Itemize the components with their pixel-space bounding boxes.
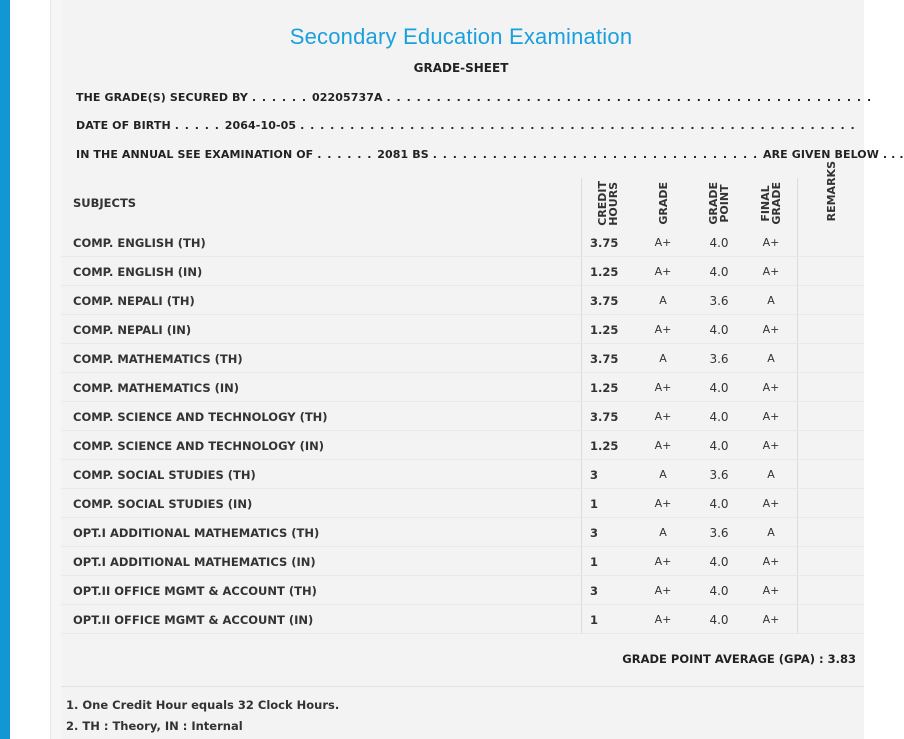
subject-cell: COMP. SOCIAL STUDIES (IN) (73, 496, 253, 511)
grade-point-cell: 4.0 (709, 322, 729, 337)
grade-cell: A (659, 468, 667, 481)
grade-sheet (50, 0, 904, 739)
final-grade-cell: A (767, 294, 775, 307)
grade-point-line1: GRADE (707, 181, 720, 225)
credit-hours-header (581, 178, 634, 228)
subject-cell: OPT.I ADDITIONAL MATHEMATICS (IN) (73, 554, 316, 569)
grade-cell: A+ (654, 323, 672, 336)
secured-by-label: THE GRADE(S) SECURED BY (76, 91, 248, 104)
grade-cell: A+ (654, 497, 672, 510)
gpa-line (622, 652, 856, 666)
subject-cell: OPT.I ADDITIONAL MATHEMATICS (TH) (73, 525, 320, 540)
grades-table (61, 160, 864, 634)
dob-label: DATE OF BIRTH (76, 119, 171, 132)
remarks-cell (797, 605, 864, 634)
grade-point-cell: 3.6 (709, 525, 729, 540)
credit-hours-cell: 1.25 (581, 257, 633, 286)
subject-cell: COMP. NEPALI (IN) (73, 322, 192, 337)
grade-header: GRADE (656, 181, 670, 225)
credit-hours-cell: 3 (581, 460, 633, 489)
grade-point-cell: 4.0 (709, 380, 729, 395)
subject-cell: COMP. NEPALI (TH) (73, 293, 195, 308)
table-row (61, 605, 864, 634)
remarks-cell (797, 373, 864, 402)
credit-hours-cell: 1 (581, 547, 633, 576)
table-row (61, 518, 864, 547)
subject-cell: COMP. SCIENCE AND TECHNOLOGY (IN) (73, 438, 324, 453)
remarks-cell (797, 344, 864, 373)
credit-hours-cell: 1.25 (581, 315, 633, 344)
divider (61, 686, 864, 687)
dots: . . . . . . (317, 148, 378, 161)
remarks-cell (797, 460, 864, 489)
credit-hours-cell: 1 (581, 605, 633, 634)
credit-hours-cell: 1 (581, 489, 633, 518)
table-row (61, 257, 864, 286)
dob-line (76, 119, 856, 132)
credit-hours-cell: 3.75 (581, 402, 633, 431)
remarks-cell (797, 576, 864, 605)
final-grade-cell: A+ (762, 236, 780, 249)
sheet-title: GRADE-SHEET (413, 61, 509, 75)
remarks-header: REMARKS (797, 178, 865, 228)
final-grade-cell: A+ (762, 555, 780, 568)
secured-by-line (76, 91, 872, 104)
remarks-cell (797, 286, 864, 315)
dots: . . . . . . (251, 91, 312, 104)
final-grade-cell: A+ (762, 381, 780, 394)
grade-cell: A (659, 526, 667, 539)
remarks-cell (797, 315, 864, 344)
exam-line (76, 148, 904, 161)
grade-point-header (693, 178, 745, 228)
credit-header-line1: CREDIT (596, 180, 609, 226)
grade-point-cell: 4.0 (709, 409, 729, 424)
exam-label: IN THE ANNUAL SEE EXAMINATION OF (76, 148, 314, 161)
left-accent-bar (0, 0, 10, 739)
final-grade-cell: A+ (762, 323, 780, 336)
table-row (61, 402, 864, 431)
final-grade-cell: A+ (762, 410, 780, 423)
grade-point-cell: 4.0 (709, 264, 729, 279)
note-credit-hour: 1. One Credit Hour equals 32 Clock Hours. (66, 698, 340, 712)
exam-title: Secondary Education Examination (289, 24, 633, 49)
remarks-cell (797, 431, 864, 460)
grade-cell: A+ (654, 439, 672, 452)
grade-point-cell: 4.0 (709, 612, 729, 627)
credit-hours-cell: 1.25 (581, 373, 633, 402)
given-below-text: ARE GIVEN BELOW . . . (762, 148, 904, 161)
remarks-cell (797, 402, 864, 431)
grade-sheet-inner (61, 0, 904, 739)
final-grade-header (745, 178, 797, 228)
final-grade-cell: A+ (762, 265, 780, 278)
dob-value: 2064-10-05 (224, 119, 297, 132)
grade-point-cell: 4.0 (709, 235, 729, 250)
grade-point-cell: 3.6 (709, 351, 729, 366)
remarks-cell (797, 518, 864, 547)
subject-cell: OPT.II OFFICE MGMT & ACCOUNT (TH) (73, 583, 317, 598)
grade-point-cell: 4.0 (709, 583, 729, 598)
subject-cell: COMP. SCIENCE AND TECHNOLOGY (TH) (73, 409, 328, 424)
subject-cell: COMP. SOCIAL STUDIES (TH) (73, 467, 256, 482)
final-grade-cell: A+ (762, 497, 780, 510)
row-separator (61, 633, 864, 634)
credit-hours-cell: 3 (581, 518, 633, 547)
grade-cell: A+ (654, 555, 672, 568)
table-row (61, 431, 864, 460)
dots: . . . . . . . . . . . . . . . . . . . . . . . . . . . . . . . . . (432, 148, 763, 161)
table-row (61, 344, 864, 373)
subject-cell: COMP. MATHEMATICS (TH) (73, 351, 243, 366)
symbol-number: 02205737A (311, 91, 383, 104)
grade-point-cell: 4.0 (709, 496, 729, 511)
credit-header-line2: HOURS (607, 181, 620, 225)
remarks-cell (797, 228, 864, 257)
credit-hours-cell: 3.75 (581, 228, 633, 257)
table-header-row (61, 160, 864, 228)
dots: . . . . . . . . . . . . . . . . . . . . . . . . . . . . . . . . . . . . . . . . . . . . . . . . . . . . . . . . (300, 119, 856, 132)
dots: . . . . . (174, 119, 225, 132)
subjects-header: SUBJECTS (73, 196, 137, 210)
grade-cell: A+ (654, 410, 672, 423)
grade-cell: A+ (654, 265, 672, 278)
subject-cell: COMP. MATHEMATICS (IN) (73, 380, 240, 395)
subject-cell: OPT.II OFFICE MGMT & ACCOUNT (IN) (73, 612, 314, 627)
exam-year: 2081 BS (377, 148, 429, 161)
credit-hours-cell: 3.75 (581, 344, 633, 373)
table-row (61, 315, 864, 344)
remarks-cell (797, 257, 864, 286)
subject-cell: COMP. ENGLISH (IN) (73, 264, 203, 279)
grade-point-cell: 3.6 (709, 467, 729, 482)
table-row (61, 373, 864, 402)
gpa-label: GRADE POINT AVERAGE (GPA) : (622, 652, 824, 666)
table-row (61, 286, 864, 315)
final-grade-line2: GRADE (770, 181, 783, 225)
final-grade-cell: A+ (762, 613, 780, 626)
table-row (61, 489, 864, 518)
grade-point-line2: POINT (718, 183, 731, 223)
grade-cell: A+ (654, 613, 672, 626)
note-th-in: 2. TH : Theory, IN : Internal (66, 719, 243, 733)
final-grade-cell: A+ (762, 584, 780, 597)
grade-point-cell: 4.0 (709, 554, 729, 569)
credit-hours-cell: 1.25 (581, 431, 633, 460)
grade-cell: A (659, 294, 667, 307)
grade-cell: A (659, 352, 667, 365)
final-grade-line1: FINAL (759, 184, 772, 222)
subject-cell: COMP. ENGLISH (TH) (73, 235, 206, 250)
table-row (61, 576, 864, 605)
grade-cell: A+ (654, 381, 672, 394)
table-row (61, 228, 864, 257)
grade-cell: A+ (654, 584, 672, 597)
remarks-cell (797, 547, 864, 576)
final-grade-cell: A (767, 468, 775, 481)
final-grade-cell: A (767, 526, 775, 539)
grade-cell: A+ (654, 236, 672, 249)
table-body (61, 228, 864, 634)
table-row (61, 547, 864, 576)
grade-point-cell: 4.0 (709, 438, 729, 453)
gpa-value: 3.83 (827, 652, 856, 666)
dots: . . . . . . . . . . . . . . . . . . . . . . . . . . . . . . . . . . . . . . . . . . . . . . . . . (386, 91, 873, 104)
final-grade-cell: A (767, 352, 775, 365)
remarks-cell (797, 489, 864, 518)
table-row (61, 460, 864, 489)
grade-point-cell: 3.6 (709, 293, 729, 308)
credit-hours-cell: 3.75 (581, 286, 633, 315)
final-grade-cell: A+ (762, 439, 780, 452)
credit-hours-cell: 3 (581, 576, 633, 605)
